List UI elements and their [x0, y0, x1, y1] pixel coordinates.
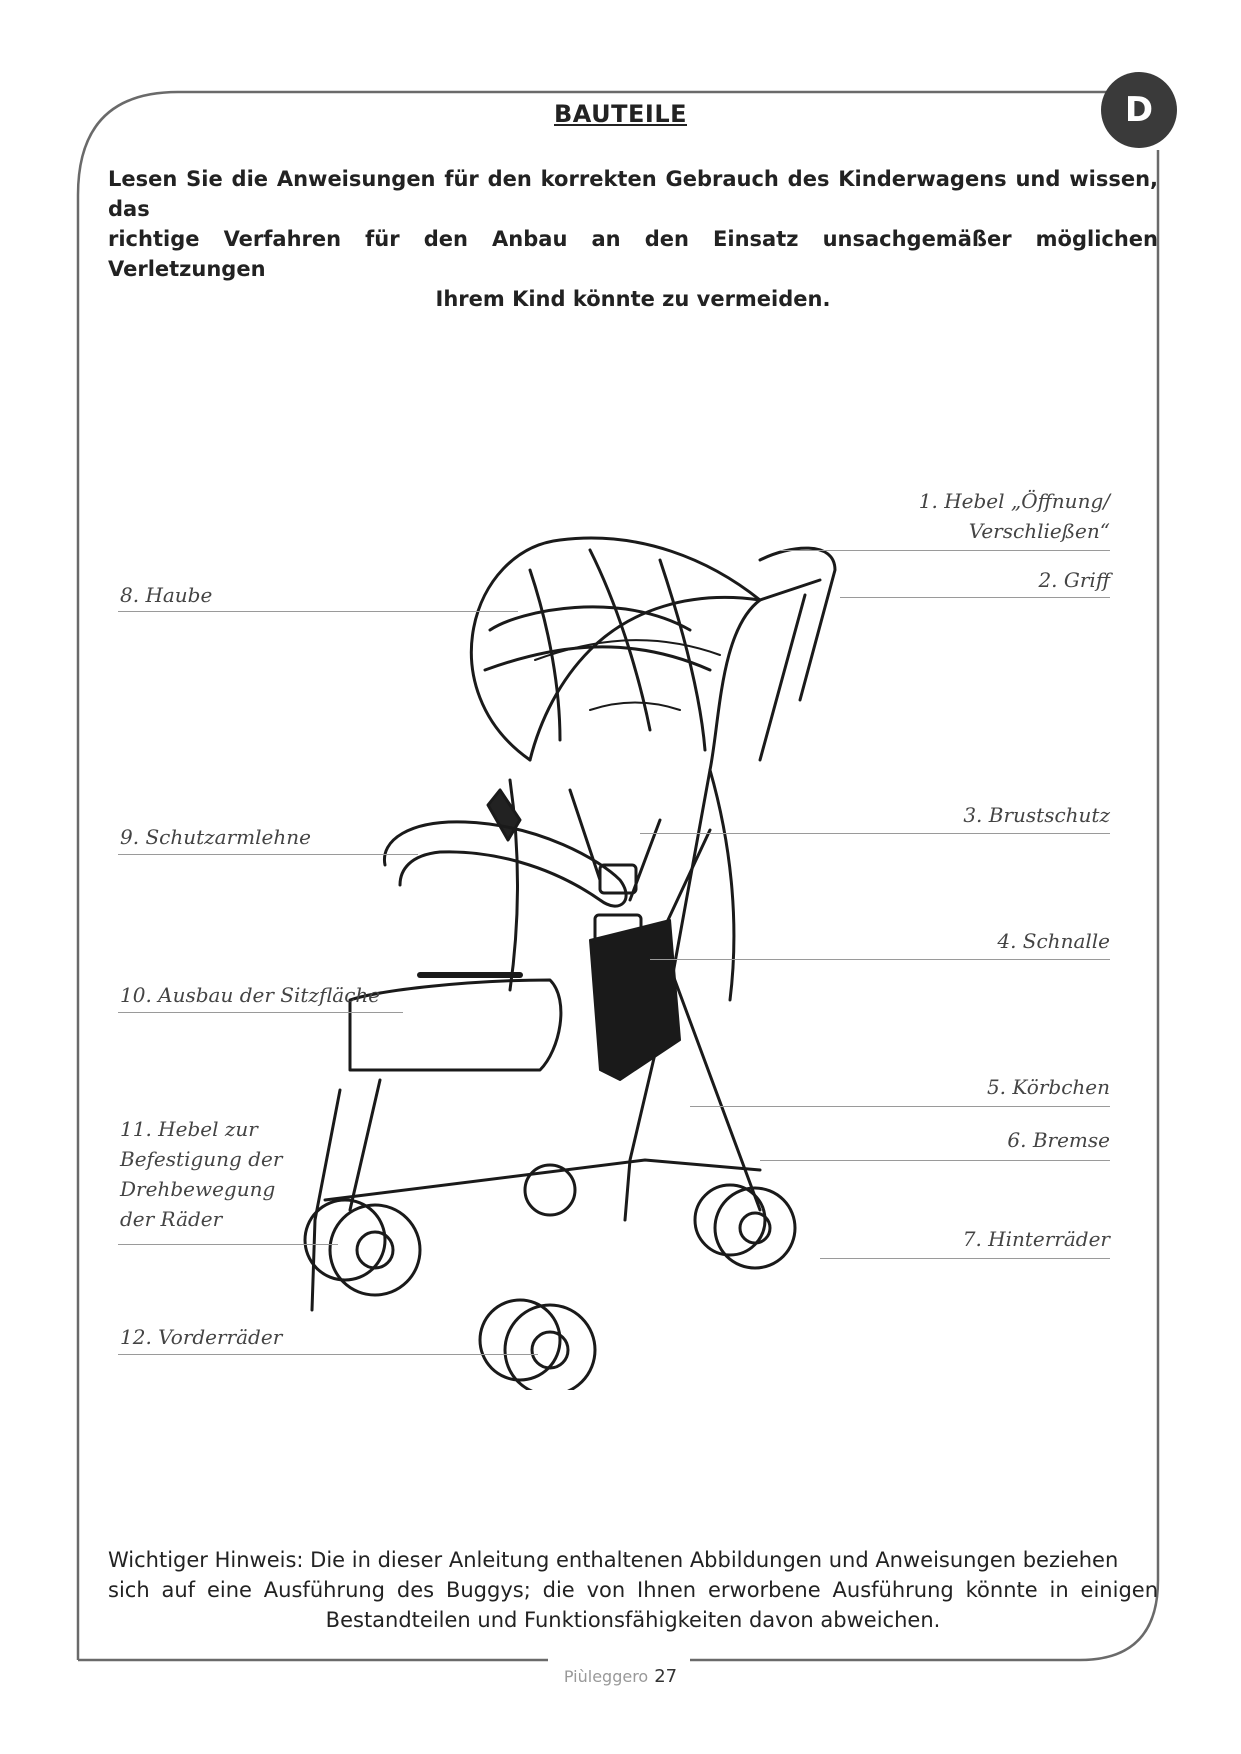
- page-number: 27: [654, 1666, 678, 1687]
- leader-line: [840, 597, 1110, 598]
- label-brake: 6. Bremse: [1007, 1128, 1110, 1152]
- stroller-illustration: [290, 520, 910, 1390]
- leader-line: [118, 1244, 338, 1245]
- label-open-close-lever: [760, 486, 1110, 546]
- label-buckle: 4. Schnalle: [997, 929, 1110, 953]
- label-canopy: 8. Haube: [120, 583, 213, 607]
- leader-line: [760, 1160, 1110, 1161]
- label-line: der Räder: [120, 1207, 223, 1231]
- intro-line: richtige Verfahren für den Anbau an den Einsatz unsachgemäßer möglichen Verletzungen: [108, 227, 1158, 281]
- leader-line: [650, 959, 1110, 960]
- note-line: sich auf eine Ausführung des Buggys; die von Ihnen erworbene Ausführung könnte in einigen: [108, 1578, 1158, 1602]
- page-title: BAUTEILE: [554, 100, 687, 128]
- intro-line: Lesen Sie die Anweisungen für den korrekten Gebrauch des Kinderwagens und wissen, das: [108, 167, 1158, 221]
- page-footer: [0, 1666, 1241, 1687]
- note-line: Bestandteilen und Funktionsfähigkeiten davon abweichen.: [325, 1608, 941, 1632]
- label-swivel-lock-lever: [120, 1114, 380, 1234]
- note-line: Wichtiger Hinweis: Die in dieser Anleitung enthaltenen Abbildungen und Anweisungen beziehen: [108, 1548, 1119, 1572]
- leader-line: [690, 1106, 1110, 1107]
- label-line: Verschließen“: [968, 519, 1110, 543]
- footer-brand: Piùleggero: [563, 1667, 649, 1686]
- leader-line: [780, 550, 1110, 551]
- leader-line: [820, 1258, 1110, 1259]
- leader-line: [118, 1354, 538, 1355]
- label-line: 11. Hebel zur: [120, 1117, 258, 1141]
- language-badge: D: [1101, 72, 1177, 148]
- leader-line: [118, 1012, 403, 1013]
- leader-line: [640, 833, 1110, 834]
- label-bumper-bar: 9. Schutzarmlehne: [120, 825, 311, 849]
- leader-line: [118, 854, 418, 855]
- label-handle: 2. Griff: [1038, 568, 1110, 592]
- label-line: Befestigung der: [120, 1147, 283, 1171]
- label-chest-guard: 3. Brustschutz: [963, 803, 1110, 827]
- intro-paragraph: [108, 164, 1158, 314]
- label-line: Drehbewegung: [120, 1177, 276, 1201]
- label-basket: 5. Körbchen: [986, 1075, 1110, 1099]
- leader-line: [118, 611, 518, 612]
- label-rear-wheels: 7. Hinterräder: [962, 1227, 1110, 1251]
- label-seat-removal: 10. Ausbau der Sitzfläche: [120, 983, 381, 1007]
- label-line: 1. Hebel „Öffnung/: [918, 489, 1110, 513]
- important-note: [108, 1545, 1158, 1635]
- label-front-wheels: 12. Vorderräder: [120, 1325, 283, 1349]
- intro-line: Ihrem Kind könnte zu vermeiden.: [435, 287, 831, 311]
